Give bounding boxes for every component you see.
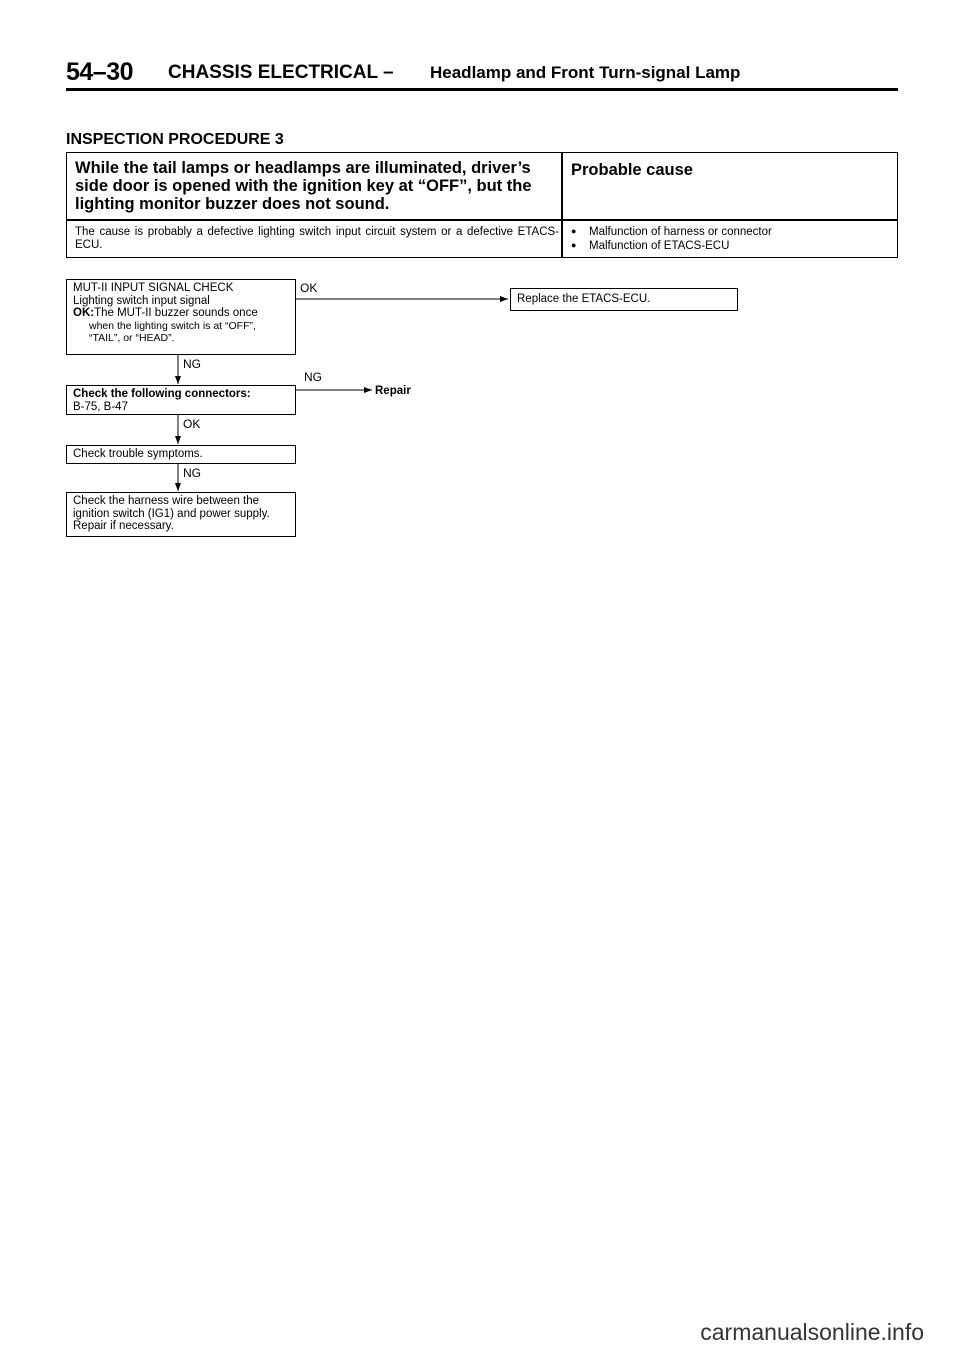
watermark: carmanualsonline.info xyxy=(700,1319,924,1345)
procedure-title: INSPECTION PROCEDURE 3 xyxy=(66,131,284,148)
mut-check-box xyxy=(66,279,296,355)
connectors-list: B-75, B-47 xyxy=(73,400,128,413)
section-title: CHASSIS ELECTRICAL – xyxy=(168,62,394,83)
connectors-check-box xyxy=(66,385,296,415)
mut-check-subtitle: Lighting switch input signal xyxy=(73,294,210,307)
mut-check-ok-detail: when the lighting switch is at “OFF”, “TAIL”, or “HEAD”. xyxy=(89,319,256,344)
page-number: 54–30 xyxy=(66,58,134,86)
subsection-title: Headlamp and Front Turn-signal Lamp xyxy=(430,63,741,82)
cause-item: ● Malfunction of ETACS-ECU xyxy=(571,240,772,254)
label-ng-harness: NG xyxy=(183,466,201,480)
probable-cause-header: Probable cause xyxy=(571,161,693,179)
cause-description: The cause is probably a defective lighting switch input circuit system or a defective ETACS-ECU. xyxy=(75,226,559,251)
replace-ecu-box: Replace the ETACS-ECU. xyxy=(510,288,738,311)
mut-check-ok xyxy=(73,307,289,320)
harness-check-box: Check the harness wire between the ignition switch (IG1) and power supply. Repair if necessary. xyxy=(66,492,296,537)
cause-item: ● Malfunction of harness or connector xyxy=(571,226,772,240)
label-ng-connectors: NG xyxy=(183,357,201,371)
label-ok-replace: OK xyxy=(300,281,318,295)
mut-check-title: MUT-II INPUT SIGNAL CHECK xyxy=(73,282,234,294)
mut-check-ok-text: The MUT-II buzzer sounds once xyxy=(94,307,258,319)
mut-check-ok-prefix: OK: xyxy=(73,307,95,319)
connectors-check-title: Check the following connectors: xyxy=(73,388,251,400)
repair-label: Repair xyxy=(375,385,411,397)
symptom-text: While the tail lamps or headlamps are illuminated, driver’s side door is opened with the ignition key at “OFF”, but the lighting monitor buzzer does not sound. xyxy=(75,159,532,213)
label-ng-repair: NG xyxy=(304,370,322,384)
label-ok-symptoms: OK xyxy=(183,417,201,431)
symptoms-check-box: Check trouble symptoms. xyxy=(66,445,296,464)
